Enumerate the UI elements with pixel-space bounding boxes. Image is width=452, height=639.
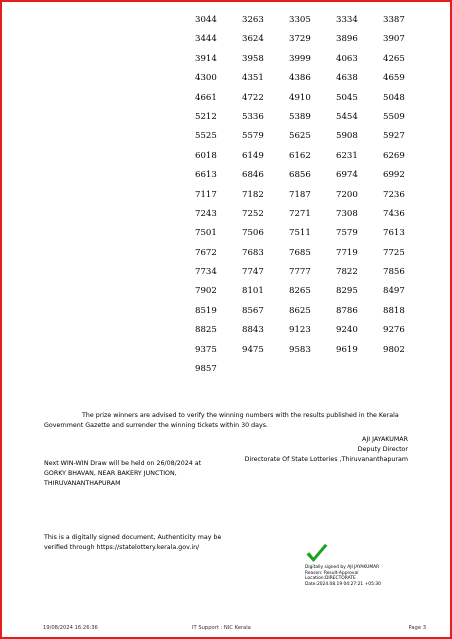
digital-note-line-1: This is a digitally signed document, Authenticity may be <box>44 534 222 541</box>
signature-date-line: Date:2024.08.19 04:27:21 +05:30 <box>305 581 381 587</box>
winning-number: 7683 <box>242 247 264 258</box>
winning-number: 3958 <box>242 53 264 64</box>
winning-number: 5927 <box>383 131 405 142</box>
winning-number: 7777 <box>289 267 311 278</box>
winning-number: 6846 <box>242 170 264 181</box>
winning-number: 4638 <box>336 73 358 84</box>
winning-number: 8625 <box>289 305 311 316</box>
winning-number: 7902 <box>195 286 217 297</box>
winning-number: 7747 <box>242 267 264 278</box>
winning-number: 9857 <box>195 364 217 375</box>
winning-number: 6992 <box>383 170 405 181</box>
winning-number: 9583 <box>289 344 311 355</box>
winning-number: 5525 <box>195 131 217 142</box>
winning-number: 5212 <box>195 111 217 122</box>
winning-number: 4661 <box>195 92 217 103</box>
winning-number: 3914 <box>195 53 217 64</box>
winning-number: 7856 <box>383 267 405 278</box>
winning-number: 3907 <box>383 34 405 45</box>
winning-number: 5579 <box>242 131 264 142</box>
winning-number: 3044 <box>195 15 217 25</box>
winning-number: 7308 <box>336 208 358 219</box>
winning-number: 6162 <box>289 150 311 161</box>
signatory-office: Directorate Of State Lotteries ,Thiruvananthapuram <box>244 456 408 463</box>
winning-number: 7182 <box>242 189 264 200</box>
winning-number: 6613 <box>195 170 217 181</box>
winning-number: 9802 <box>383 344 405 355</box>
winning-number: 4386 <box>289 73 311 84</box>
winning-number: 7511 <box>289 228 311 239</box>
digital-signature-note <box>44 533 254 553</box>
winning-number: 9375 <box>195 344 217 355</box>
winning-number: 6149 <box>242 150 264 161</box>
winning-number: 3444 <box>195 34 217 45</box>
winning-number: 7117 <box>195 189 217 200</box>
winning-number: 7506 <box>242 228 264 239</box>
winning-number: 3334 <box>336 15 358 25</box>
winning-number: 7734 <box>195 267 217 278</box>
winning-number: 7252 <box>242 208 264 219</box>
winning-number: 7271 <box>289 208 311 219</box>
winning-number: 7613 <box>383 228 405 239</box>
digital-signature-details <box>305 565 415 587</box>
winning-number: 8825 <box>195 325 217 336</box>
winning-number: 3729 <box>289 34 311 45</box>
winning-number: 4063 <box>336 53 358 64</box>
next-draw-line-2: GORKY BHAVAN, NEAR BAKERY JUNCTION, <box>44 470 177 477</box>
footer-timestamp: 19/08/2024 16:26:36 <box>43 625 98 631</box>
prize-notice <box>44 411 416 431</box>
winning-number: 9276 <box>383 325 405 336</box>
prize-notice-line-2: Government Gazette and surrender the winning tickets within 30 days. <box>44 422 269 429</box>
winning-number: 7719 <box>336 247 358 258</box>
winning-number: 8101 <box>242 286 264 297</box>
winning-number: 3305 <box>289 15 311 25</box>
winning-number: 4910 <box>289 92 311 103</box>
winning-number: 5625 <box>289 131 311 142</box>
winning-number: 7685 <box>289 247 311 258</box>
winning-number: 5908 <box>336 131 358 142</box>
winning-number: 8567 <box>242 305 264 316</box>
winning-number: 8786 <box>336 305 358 316</box>
winning-number: 7436 <box>383 208 405 219</box>
signature-valid-check-icon <box>305 543 329 565</box>
winning-number: 6018 <box>195 150 217 161</box>
signatory-name: AJI JAYAKUMAR <box>362 436 408 443</box>
winning-number: 7243 <box>195 208 217 219</box>
winning-number: 7187 <box>289 189 311 200</box>
digital-note-line-2: verified through https://statelottery.kerala.gov.in/ <box>44 544 200 551</box>
winning-number: 9240 <box>336 325 358 336</box>
footer-support: IT Support : NIC Kerala <box>192 625 251 631</box>
winning-number: 4265 <box>383 53 405 64</box>
winning-number: 5509 <box>383 111 405 122</box>
winning-number: 6269 <box>383 150 405 161</box>
winning-number: 5389 <box>289 111 311 122</box>
winning-number: 3896 <box>336 34 358 45</box>
winning-number: 5048 <box>383 92 405 103</box>
winning-number: 8497 <box>383 286 405 297</box>
winning-number: 3624 <box>242 34 264 45</box>
winning-number: 6974 <box>336 170 358 181</box>
footer-page-number: Page 3 <box>408 625 426 631</box>
next-draw-line-1: Next WIN-WIN Draw will be held on 26/08/2024 at <box>44 460 202 467</box>
winning-number: 3387 <box>383 15 405 25</box>
next-draw-info <box>44 459 224 489</box>
winning-number: 4300 <box>195 73 217 84</box>
winning-number: 6231 <box>336 150 358 161</box>
signed-by-line: Digitally signed by AJI JAYAKUMAR <box>305 565 380 570</box>
winning-number: 9123 <box>289 325 311 336</box>
prize-notice-line-1: The prize winners are advised to verify the winning numbers with the results published in the Kerala <box>82 412 399 419</box>
winning-number: 5454 <box>336 111 358 122</box>
winning-number: 4351 <box>242 73 264 84</box>
winning-number: 7200 <box>336 189 358 200</box>
winning-number: 4659 <box>383 73 405 84</box>
next-draw-line-3: THIRUVANANTHAPURAM <box>44 480 121 487</box>
winning-number: 8519 <box>195 305 217 316</box>
winning-number: 7501 <box>195 228 217 239</box>
winning-number: 7725 <box>383 247 405 258</box>
winning-number: 7672 <box>195 247 217 258</box>
winning-number: 9475 <box>242 344 264 355</box>
winning-number: 8818 <box>383 305 405 316</box>
winning-number: 3263 <box>242 15 264 25</box>
winning-number: 7236 <box>383 189 405 200</box>
winning-number: 3999 <box>289 53 311 64</box>
winning-number: 7822 <box>336 267 358 278</box>
signature-reason-line: Reason: Result-Approval <box>305 570 359 576</box>
winning-number: 8295 <box>336 286 358 297</box>
signatory-designation: Deputy Director <box>357 446 408 453</box>
winning-number: 6856 <box>289 170 311 181</box>
winning-number: 5045 <box>336 92 358 103</box>
winning-number: 5336 <box>242 111 264 122</box>
winning-number: 7579 <box>336 228 358 239</box>
signature-location-line: Location:DIRECTORATE <box>305 576 356 582</box>
winning-number: 8843 <box>242 325 264 336</box>
winning-number: 4722 <box>242 92 264 103</box>
winning-number: 8265 <box>289 286 311 297</box>
winning-number: 9619 <box>336 344 358 355</box>
